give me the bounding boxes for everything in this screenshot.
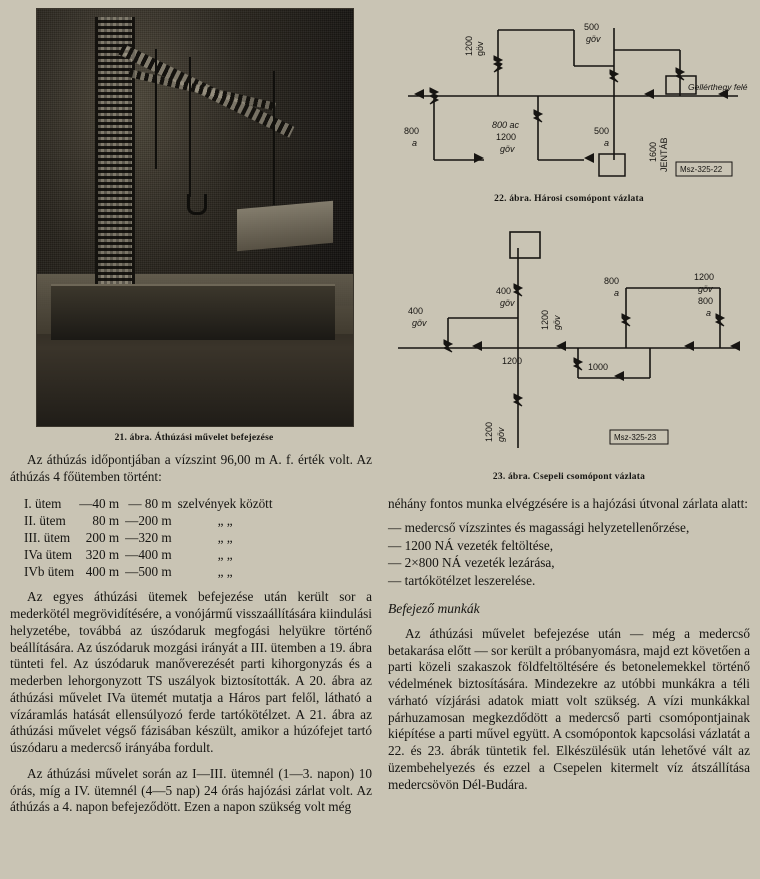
label-1000: 1000 (588, 362, 609, 372)
table-row (24, 512, 278, 529)
label-1600: 1600 (648, 141, 658, 162)
crane-cable (273, 71, 275, 205)
label-1200-3: 1200 (502, 356, 523, 366)
label-gov-2: göv (586, 34, 601, 44)
stage-to: —400 m (125, 546, 172, 562)
label-400-2: 400 (496, 286, 512, 296)
paragraph-intro-right: néhány fontos munka elvégzésére is a hajózási útvonal zárlata alatt: (388, 496, 748, 511)
label-1200: 1200 (464, 35, 474, 56)
paragraph-closure: Az áthúzási művelet során az I—III. ütemnél (1—3. napon) 10 órás, míg a IV. ütemnél (4—5 nap) 24 órás hajózási zárlat volt. Az áthúzás a 4. napon befejeződött. Ezen a napon szükség volt még (10, 765, 372, 815)
stage-label: IVa ütem (24, 546, 72, 562)
label-500: 500 (584, 22, 600, 32)
figure-23-drawing (388, 218, 750, 468)
table-row (24, 529, 278, 546)
label-gov-3: göv (500, 298, 515, 308)
label-gov-2: göv (412, 318, 427, 328)
label-500-2: 500 (594, 126, 610, 136)
label-gov-4: göv (552, 315, 562, 330)
crane-cable (155, 49, 157, 169)
label-800: 800 (604, 276, 620, 286)
list-item: — tartókötélzet leszerelése. (388, 573, 536, 588)
table-row (24, 546, 278, 563)
right-column (388, 6, 750, 816)
label-gov: göv (698, 284, 713, 294)
list-item: — 1200 NÁ vezeték feltöltése, (388, 537, 554, 553)
drawing-stamp: Msz-325-23 (614, 433, 657, 442)
stage-from: 400 m (85, 564, 120, 580)
crane-cable (189, 57, 191, 197)
paragraph-intro: Az áthúzás időpontjában a vízszint 96,00 m A. f. érték volt. Az áthúzás 4 főütemben történt: (10, 452, 372, 484)
stage-to: —200 m (125, 512, 172, 528)
label-1200-2: 1200 (540, 309, 550, 330)
stage-from: 200 m (85, 529, 120, 545)
label-800ac: 800 ac (492, 120, 520, 130)
label-a-2: a (604, 138, 610, 148)
stages-table (24, 495, 372, 581)
paragraph-closing: Az áthúzási művelet befejezése után — még a medercső betakarása előtt — sor került a próbanyomásra, majd ezt követően a parti közeli szakaszok földfeltöltésére és betonelemekkel történő védelmének biztosítására. Mindezekre az utóbbi munkákra a téli várható vízjárási adatok miatt volt szükség. A vízi munkákkal párhuzamosan megkezdődött a medercső parti csomópontjainak kiépítése a parti művel együtt. A csomópontok kapcsolási vázlatát a 22. és 23. ábrák tüntetik fel. Elkészülésük után lehetővé vált az üzembehelyezés és ezzel a Csepelen kitermelt víz átszállítása medercsövön Dél-Budára. (388, 625, 750, 792)
photo-caption: 21. ábra. Áthúzási művelet befejezése (114, 433, 274, 443)
list-item: — 2×800 NÁ vezeték lezárása, (388, 555, 555, 571)
stage-note: „ „ (217, 546, 233, 562)
table-row (24, 563, 278, 580)
label-a: a (614, 288, 620, 298)
crane-mast (95, 17, 135, 317)
label-1200-4: 1200 (484, 421, 494, 442)
section-subheading: Befejező munkák (388, 600, 480, 616)
stage-label: IVb ütem (24, 564, 75, 580)
label-a: a (412, 138, 418, 148)
table-row (24, 495, 278, 512)
label-a-2: a (706, 308, 712, 318)
stage-note: „ „ (217, 564, 233, 580)
stage-to: — 80 m (128, 495, 172, 511)
figure-23-caption: 23. ábra. Csepeli csomópont vázlata (492, 472, 646, 482)
stage-from: 320 m (85, 546, 120, 562)
label-jentab: JENTÁB (659, 137, 669, 172)
task-list (388, 520, 750, 590)
crane-hook (187, 194, 207, 215)
stage-from: —40 m (79, 495, 120, 511)
label-gov-3: göv (500, 144, 515, 154)
figure-23 (388, 218, 750, 482)
figure-22 (388, 10, 750, 204)
figure-22-drawing (388, 10, 750, 190)
left-column (10, 6, 372, 816)
vessel-hull (51, 284, 335, 340)
label-direction: Gellérthegy felé (688, 82, 748, 92)
stage-label: II. ütem (24, 512, 66, 528)
stage-to: —500 m (125, 564, 172, 580)
photo-figure (36, 8, 384, 443)
label-400: 400 (408, 306, 424, 316)
label-1200-2: 1200 (496, 132, 517, 142)
stage-label: I. ütem (24, 495, 62, 511)
list-item: — medercső vízszintes és magassági helyzetellenőrzése, (388, 519, 690, 535)
drawing-stamp: Msz-325-22 (680, 165, 723, 174)
paragraph-stages: Az egyes áthúzási ütemek befejezése után került sor a mederkötél megrövidítésére, a vonójármű visszaállítására kiindulási helyzetébe, továbbá az úszódaruk megfogási helyükre történő beállítására. Az úszódaruk mozgási irányát a III. ütemben a 19. ábra tünteti fel. Az úszódaruk manőverezését parti kihorgonyzás és a mederben lehorgonyzott TS uszályok biztosították. A 20. ábra az áthúzási művelet IVa ütemét mutatja a Háros part felől, látható a vízáramlás hatását ellensúlyozó ferde tartókötélzet. A 21. ábra az áthúzási művelet végső fázisában készült, amikor a húzófejet tartó úszódaru a medercső irányába fordult. (10, 589, 372, 756)
construction-photo (36, 8, 354, 427)
label-800: 800 (404, 126, 420, 136)
stage-label: III. ütem (24, 529, 71, 545)
label-800-2: 800 (698, 296, 714, 306)
stage-from: 80 m (92, 512, 120, 528)
stage-to: —320 m (125, 529, 172, 545)
two-column-layout (10, 6, 750, 816)
stage-note: „ „ (217, 512, 233, 528)
label-gov: göv (475, 41, 485, 56)
label-gov-5: göv (496, 427, 506, 442)
stage-note: „ „ (217, 529, 233, 545)
figure-22-caption: 22. ábra. Hárosi csomópont vázlata (494, 194, 644, 204)
stage-note: szelvények között (177, 495, 273, 511)
label-1200: 1200 (694, 272, 715, 282)
barge (237, 201, 333, 251)
